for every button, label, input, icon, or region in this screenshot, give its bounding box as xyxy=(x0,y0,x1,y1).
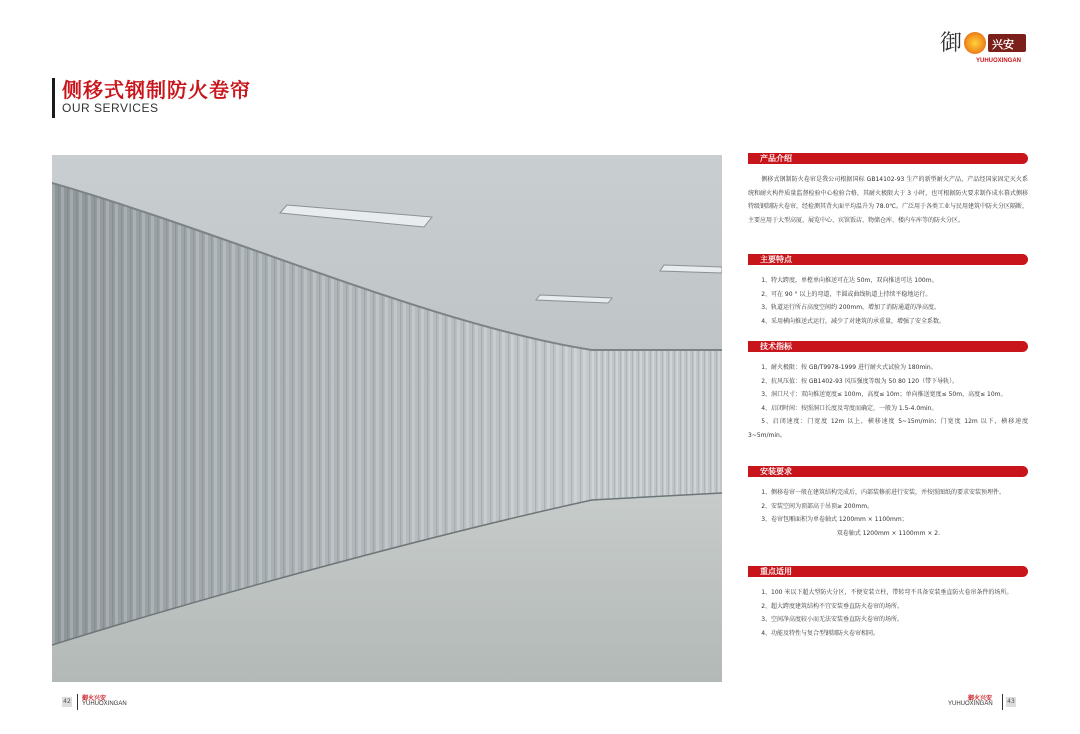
section-heading-bar xyxy=(748,153,1028,164)
section-heading-bar xyxy=(748,466,1028,477)
footer-brand: 御火兴安 xyxy=(968,695,993,702)
list-item: 3、空间净高度较小而无法安装垂直防火卷帘的场所。 xyxy=(761,616,904,623)
section-heading: 产品介绍 xyxy=(760,154,792,163)
section-heading: 安装要求 xyxy=(760,467,792,476)
list-item: 3、轨道运行所占高度空间约 200mm，增加了消防通道的净高度。 xyxy=(761,304,941,311)
logo-box-text: 兴安 xyxy=(992,38,1014,51)
intro-paragraph: 侧移式钢制防火卷帘是我公司根据国标 GB14102-93 生产的新型耐火产品，产品经国家固定灭火系统和耐火构件质量监督检验中心检验合格，其耐火极限大于 3 小时，也可根据防火要求制作成水幕式侧移特级钢制防火卷帘，经检测其背火面平均温升为 78.0℃。广泛用于各类工业与民用建筑中防火分区隔断，主要应用于大型高厦、展览中心、宾馆饭店、物储仓库、楼内车库等的防火分区。 xyxy=(748,176,1029,224)
list-item: 1、100 米以下超大型防火分区，不便安装立柱，带转弯不具备安装垂直防火卷帘条件的场所。 xyxy=(761,589,1013,596)
footer-left xyxy=(62,693,162,711)
page-subtitle: OUR SERVICES xyxy=(62,101,159,115)
list-item: 2、抗风压值：按 GB1402-93 风压强度等级为 50 80 120（带下导轨）。 xyxy=(761,377,959,385)
section-heading: 主要特点 xyxy=(760,255,792,264)
title-accent-bar xyxy=(52,78,55,118)
footer-brand-en: YUHUOXINGAN xyxy=(948,701,993,707)
list-item: 4、功能及特性与复合型钢制防火卷帘相同。 xyxy=(761,629,880,637)
section-heading-bar xyxy=(748,254,1028,265)
footer-divider xyxy=(1002,694,1003,710)
logo-character: 御 xyxy=(940,31,963,56)
list-item: 5、启闭速度：门宽度 12m 以上，横移速度 5~15m/min；门宽度 12m 以下，横移速度 3~5m/min。 xyxy=(748,418,1028,439)
footer-right xyxy=(948,693,1030,711)
section-heading-bar xyxy=(748,566,1028,577)
page-number-left: 42 xyxy=(63,698,71,705)
footer-brand: 御火兴安 xyxy=(82,695,107,702)
list-item: 3、洞口尺寸：双向推送宽度≤ 100m，高度≤ 10m；单向推送宽度≤ 50m，高度≤ 10m。 xyxy=(761,391,1007,398)
logo-box xyxy=(988,34,1026,52)
footer-divider xyxy=(77,694,78,710)
list-item: 2、安装空间为顶部高于吊顶≥ 200mm。 xyxy=(761,502,874,510)
list-item: 3、卷帘包厢面积为单卷轴式 1200mm × 1100mm； xyxy=(761,516,908,523)
fire-shutter-photo xyxy=(52,155,722,682)
list-item: 2、超大跨度建筑结构不宜安装垂直防火卷帘的场所。 xyxy=(761,602,904,610)
list-item: 1、侧移卷帘一般在建筑结构完成后，内部装修前进行安装，并按照图纸的要求安装预埋件。 xyxy=(761,489,1006,496)
list-item: 4、采用横向推送式运行，减少了对建筑的承重量，增强了安全系数。 xyxy=(761,317,946,325)
list-item: 1、特大跨度，单樘单向推送可在达 50m，双向推送可达 100m。 xyxy=(761,277,938,284)
section-heading: 技术指标 xyxy=(760,342,792,351)
list-item: 双卷轴式 1200mm × 1100mm × 2. xyxy=(836,529,940,537)
section-heading-bar xyxy=(748,341,1028,352)
page-title: 侧移式钢制防火卷帘 xyxy=(62,78,251,102)
list-item: 1、耐火极限：按 GB/T9978-1999 进行耐火式试验为 180min。 xyxy=(761,364,937,371)
section-heading: 重点适用 xyxy=(760,567,792,576)
list-item: 4、启闭时间：按照洞口长度及弯度而确定，一般为 1.5-4.0min。 xyxy=(761,404,938,412)
page-number-right: 43 xyxy=(1007,698,1015,705)
sun-icon xyxy=(964,32,986,54)
footer-brand-en: YUHUOXINGAN xyxy=(82,701,127,707)
list-item: 2、可在 90 ° 以上的弯道，半圆或曲线轨道上持续平稳地运行。 xyxy=(761,290,932,298)
logo-english: YUHUOXINGAN xyxy=(976,58,1022,64)
brand-logo xyxy=(940,22,1030,70)
